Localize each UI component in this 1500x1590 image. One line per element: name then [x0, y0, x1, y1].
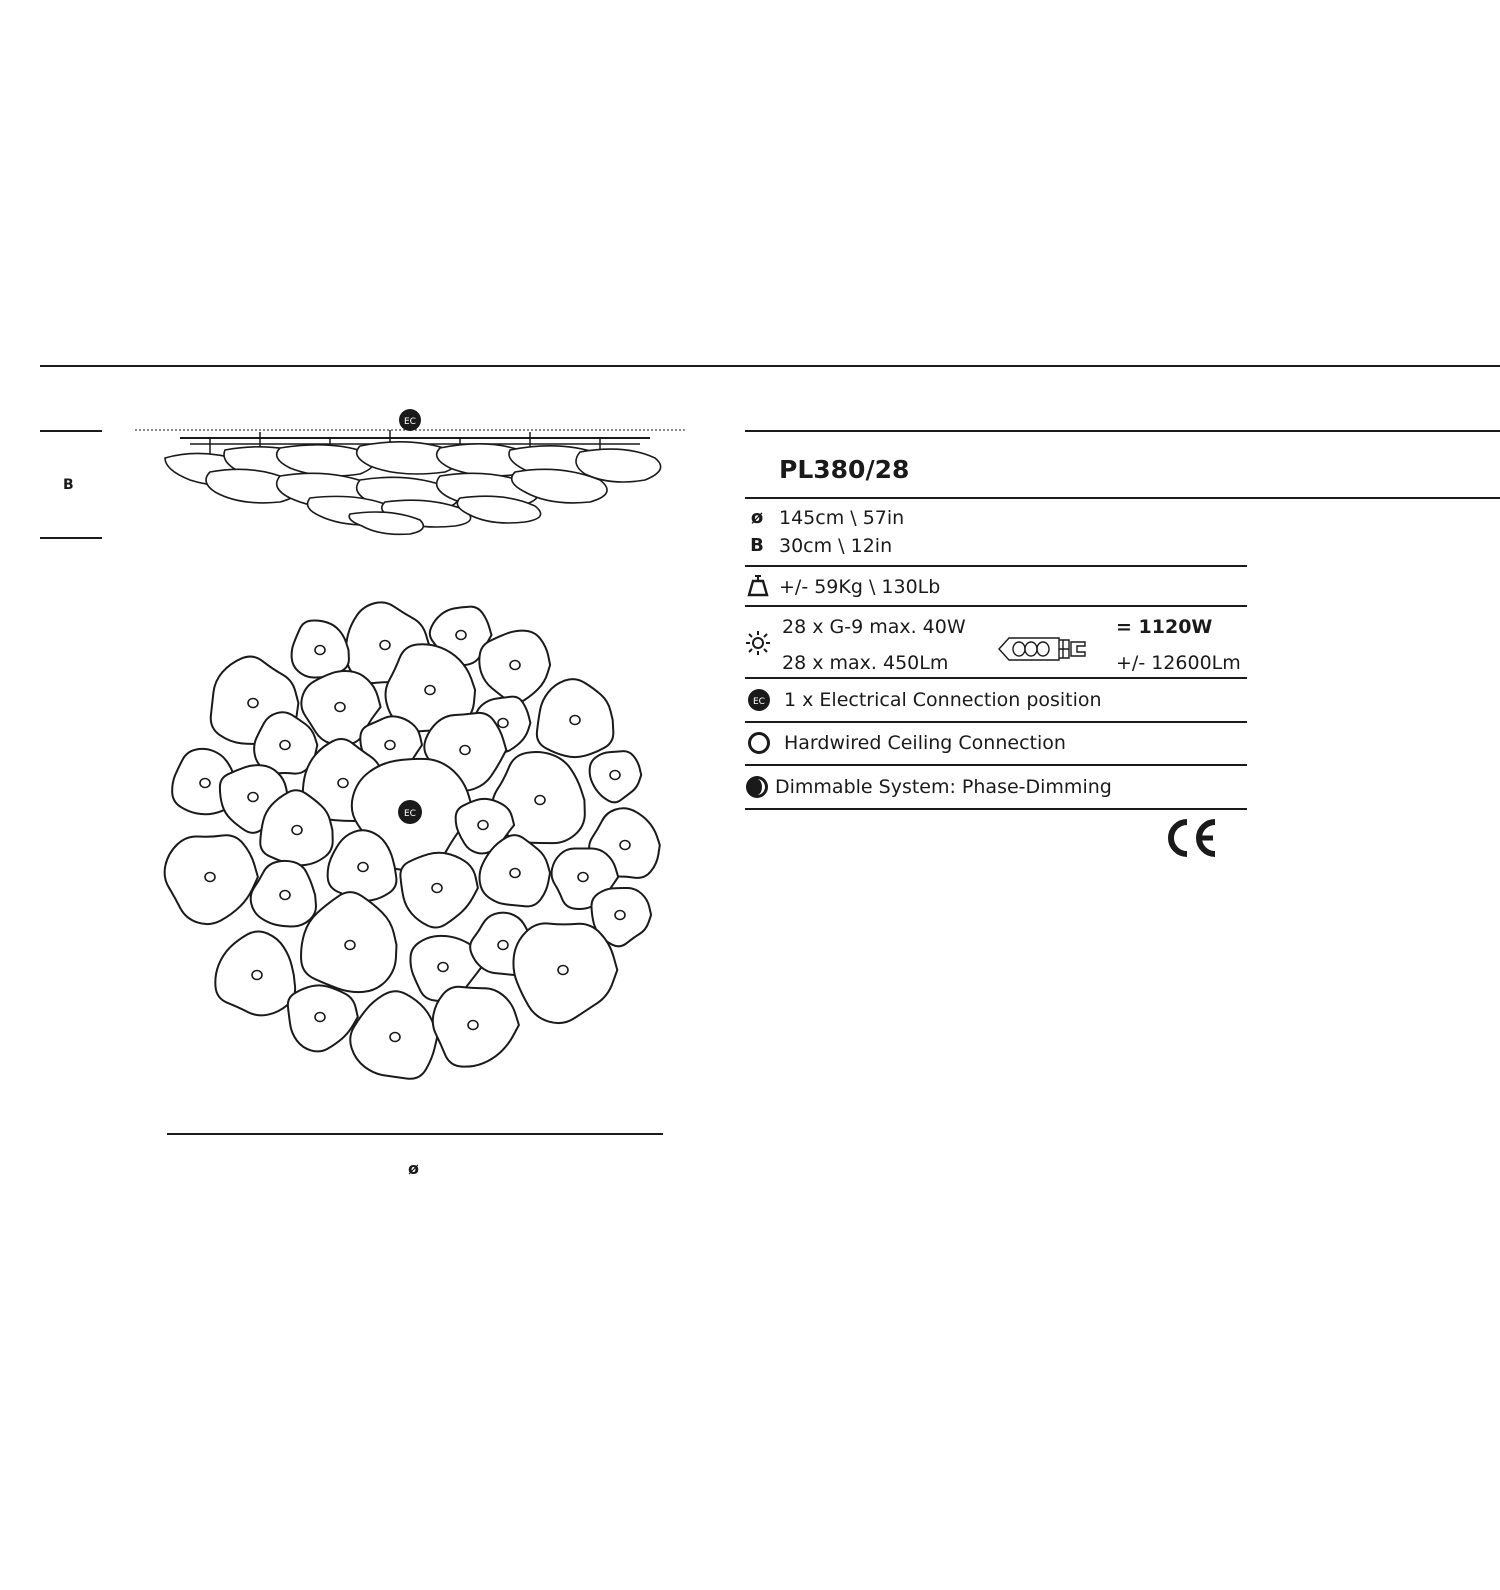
top-rule: [40, 365, 1500, 367]
spec-rule-2: [745, 605, 1247, 607]
ec-badge-icon: [747, 688, 771, 712]
petal-hole: [460, 746, 470, 755]
petal-hole: [280, 891, 290, 900]
petal-hole: [578, 873, 588, 882]
spec-rule-3: [745, 677, 1247, 679]
petal-hole: [345, 941, 355, 950]
petal-hole: [432, 884, 442, 893]
petal-hole: [380, 641, 390, 650]
petal-hole: [390, 1033, 400, 1042]
petal-hole: [248, 699, 258, 708]
petal-hole: [438, 963, 448, 972]
petal-hole: [615, 911, 625, 920]
spec-rule-6: [745, 808, 1247, 810]
top-view-drawing: [165, 605, 665, 1105]
petal-hole: [335, 703, 345, 712]
petal-hole: [292, 826, 302, 835]
petal-hole: [535, 796, 545, 805]
height-mark-top: [40, 430, 102, 432]
side-view-drawing: [130, 410, 690, 540]
petal-hole: [610, 771, 620, 780]
petal-hole: [252, 971, 262, 980]
petal-hole: [498, 719, 508, 728]
spec-rule-5: [745, 764, 1247, 766]
height-value: 30cm \ 12in: [779, 535, 893, 557]
connection-text: 1 x Electrical Connection position: [784, 689, 1102, 711]
ceiling-text: Hardwired Ceiling Connection: [784, 732, 1066, 754]
product-code: PL380/28: [779, 455, 910, 484]
petal-hole: [385, 741, 395, 750]
petal-hole: [456, 631, 466, 640]
petal-hole: [570, 716, 580, 725]
petal-hole: [205, 873, 215, 882]
petal-hole: [498, 941, 508, 950]
ring-icon: [747, 731, 771, 755]
petal-hole: [338, 779, 348, 788]
petal-hole: [478, 821, 488, 830]
height-symbol: B: [750, 535, 764, 556]
ce-mark-icon: [1163, 818, 1219, 858]
petal-hole: [280, 741, 290, 750]
petal-hole: [315, 646, 325, 655]
dimming-text: Dimmable System: Phase-Dimming: [775, 776, 1112, 798]
diameter-label: ø: [408, 1159, 419, 1178]
total-lumens: +/- 12600Lm: [1116, 652, 1241, 674]
petal-hole: [468, 1021, 478, 1030]
spec-rule-4: [745, 721, 1247, 723]
petal-hole: [358, 863, 368, 872]
petal-hole: [315, 1013, 325, 1022]
spec-top-rule: [745, 430, 1500, 432]
top-ec-marker: EC: [404, 809, 416, 819]
petal-hole: [558, 966, 568, 975]
spec-rule-1: [745, 565, 1247, 567]
g9-bulb-icon: [997, 634, 1091, 664]
side-ec-marker: EC: [404, 417, 416, 427]
weight-icon: [747, 574, 769, 598]
diameter-value: 145cm \ 57in: [779, 507, 905, 529]
petal-hole: [248, 793, 258, 802]
spec-title-rule: [745, 497, 1500, 499]
diameter-line: [167, 1133, 663, 1135]
total-watts: = 1120W: [1116, 616, 1213, 638]
petal-hole: [200, 779, 210, 788]
lamp-spec-line1: 28 x G-9 max. 40W: [782, 616, 966, 638]
petal-hole: [620, 841, 630, 850]
weight-value: +/- 59Kg \ 130Lb: [779, 576, 941, 598]
svg-text:EC: EC: [753, 697, 765, 707]
sun-icon: [745, 630, 771, 656]
petal-hole: [510, 869, 520, 878]
petal-hole: [425, 686, 435, 695]
dimmer-icon: [745, 775, 769, 799]
lamp-spec-line2: 28 x max. 450Lm: [782, 652, 949, 674]
height-label: B: [63, 477, 74, 493]
height-mark-bottom: [40, 537, 102, 539]
diameter-symbol: ø: [750, 507, 764, 528]
petal-hole: [510, 661, 520, 670]
